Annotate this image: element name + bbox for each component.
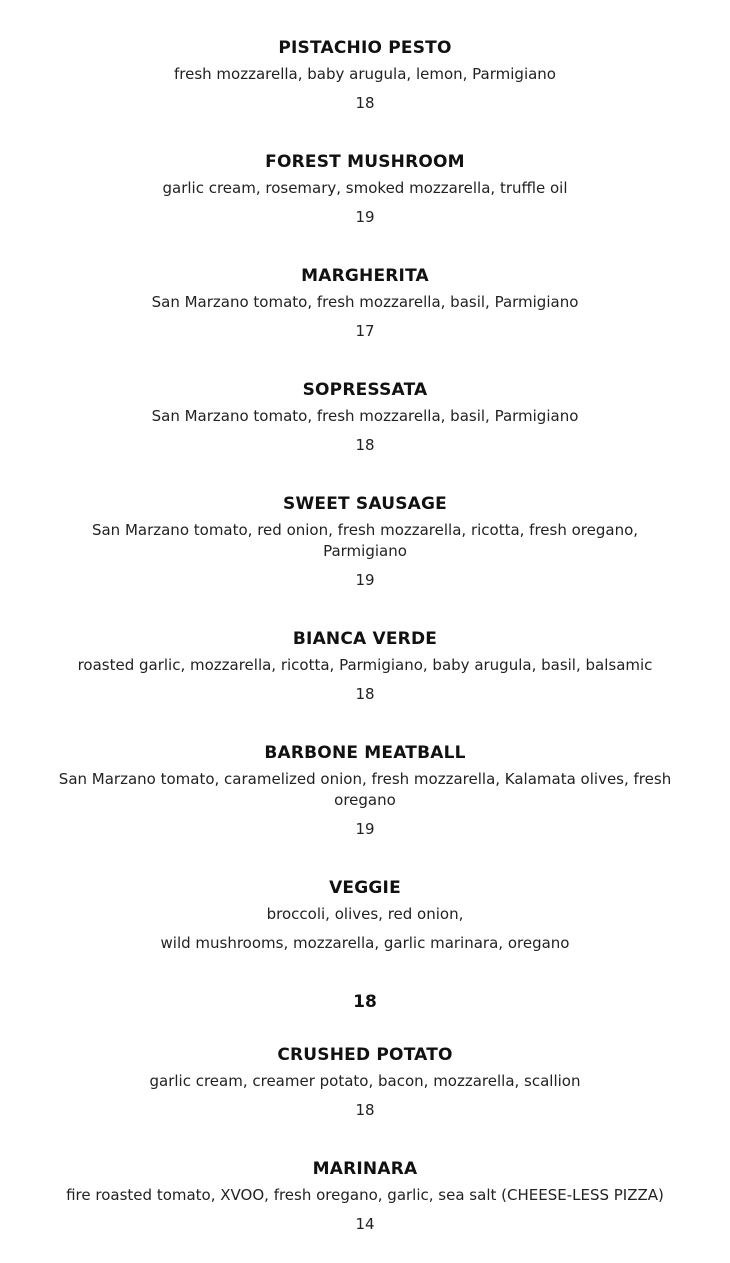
item-name: CRUSHED POTATO: [277, 1045, 453, 1065]
item-description: San Marzano tomato, caramelized onion, fresh mozzarella, Kalamata olives, fresh oregano: [58, 770, 672, 809]
menu-item-bianca-verde: [0, 629, 730, 704]
item-name: MARINARA: [312, 1159, 418, 1179]
menu-item-margherita: [0, 266, 730, 341]
item-price: 19: [355, 571, 375, 589]
item-name: FOREST MUSHROOM: [265, 152, 465, 172]
menu-item-sopressata: [0, 380, 730, 455]
item-description: garlic cream, rosemary, smoked mozzarella, truffle oil: [162, 179, 568, 197]
item-name: PISTACHIO PESTO: [278, 38, 452, 58]
item-price: 19: [355, 820, 375, 838]
item-price: 18: [355, 1101, 375, 1119]
item-price: 18: [355, 94, 375, 112]
menu-item-barbone-meatball: [0, 743, 730, 839]
item-name: SOPRESSATA: [302, 380, 428, 400]
item-name: BIANCA VERDE: [292, 629, 438, 649]
menu-item-forest-mushroom: [0, 152, 730, 227]
item-price: 14: [355, 1215, 375, 1233]
item-price: 17: [355, 322, 375, 340]
item-price: 18: [355, 685, 375, 703]
menu-item-pistachio-pesto: [0, 38, 730, 113]
item-description: San Marzano tomato, red onion, fresh mozzarella, ricotta, fresh oregano, Parmigiano: [91, 521, 639, 560]
item-price: 19: [355, 208, 375, 226]
item-price: 18: [355, 436, 375, 454]
item-name: SWEET SAUSAGE: [283, 494, 447, 514]
item-price: 18: [353, 992, 377, 1012]
item-description: broccoli, olives, red onion,: [266, 905, 464, 923]
item-description: San Marzano tomato, fresh mozzarella, basil, Parmigiano: [151, 407, 579, 425]
item-description: roasted garlic, mozzarella, ricotta, Parmigiano, baby arugula, basil, balsamic: [77, 656, 653, 674]
menu-item-crushed-potato: [0, 1045, 730, 1120]
item-name: MARGHERITA: [301, 266, 429, 286]
item-description: garlic cream, creamer potato, bacon, mozzarella, scallion: [149, 1072, 581, 1090]
item-description: San Marzano tomato, fresh mozzarella, basil, Parmigiano: [151, 293, 579, 311]
item-description: fire roasted tomato, XVOO, fresh oregano, garlic, sea salt (CHEESE-LESS PIZZA): [66, 1186, 664, 1204]
item-name: BARBONE MEATBALL: [264, 743, 466, 763]
menu-item-sweet-sausage: [0, 494, 730, 590]
menu-item-marinara: [0, 1159, 730, 1234]
item-description: fresh mozzarella, baby arugula, lemon, Parmigiano: [173, 65, 556, 83]
menu-item-veggie: [0, 878, 730, 1012]
item-name: VEGGIE: [329, 878, 401, 898]
item-description-line2: wild mushrooms, mozzarella, garlic marinara, oregano: [160, 934, 570, 952]
